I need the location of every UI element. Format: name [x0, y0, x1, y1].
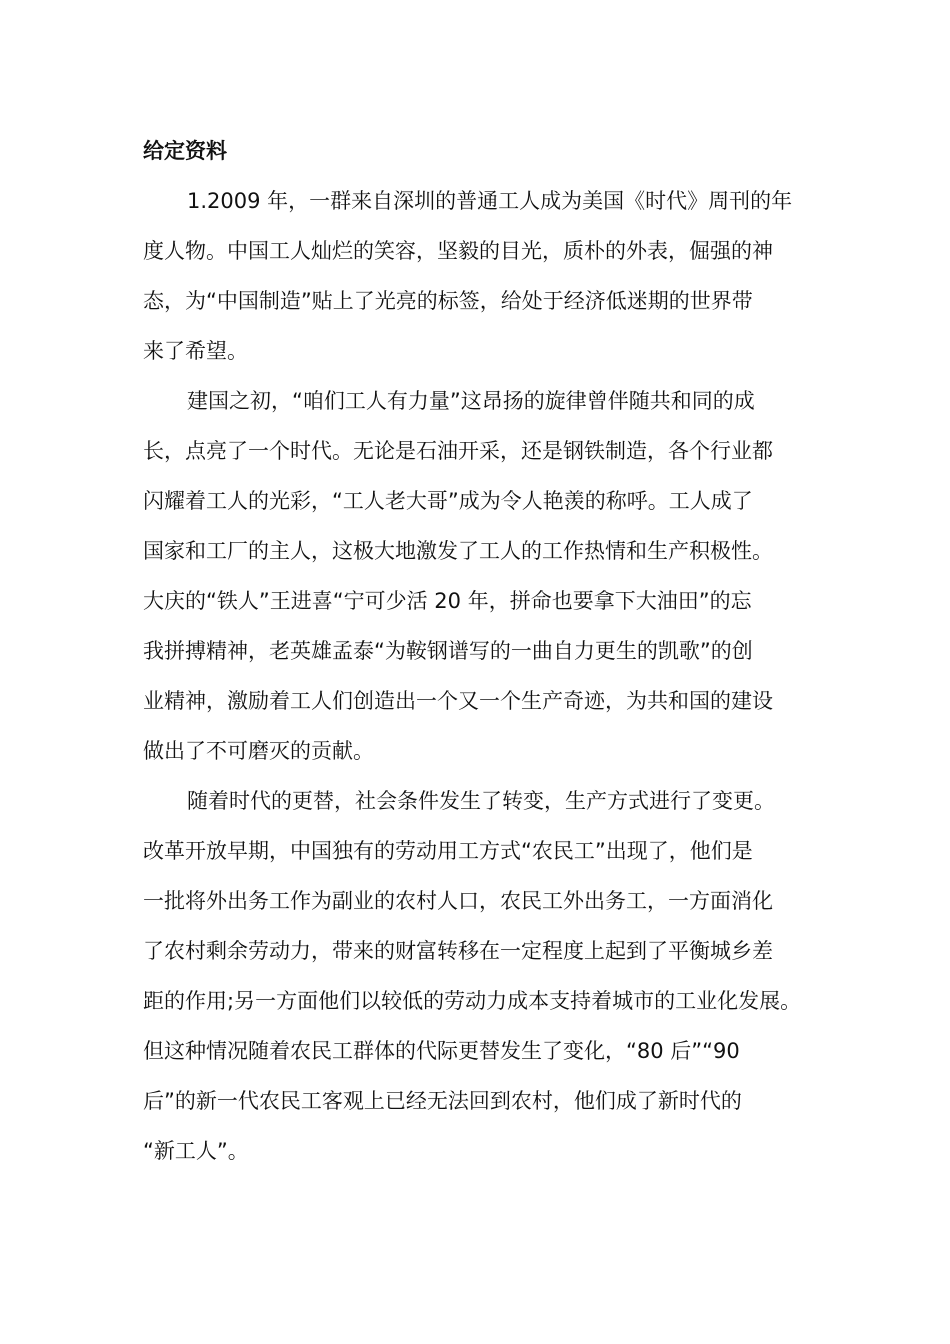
paragraph-line: 了农村剩余劳动力，带来的财富转移在一定程度上起到了平衡城乡差: [143, 939, 773, 963]
paragraph-line: 大庆的“铁人”王进喜“宁可少活 20 年，拼命也要拿下大油田”的忘: [143, 589, 752, 613]
paragraph-line: 建国之初，“咱们工人有力量”这昂扬的旋律曾伴随共和同的成: [187, 389, 755, 413]
document-page: [143, 126, 811, 1176]
paragraph-2: [143, 376, 811, 776]
paragraph-line: 闪耀着工人的光彩，“工人老大哥”成为令人艳羡的称呼。工人成了: [143, 489, 753, 513]
section-heading: 给定资料: [143, 139, 227, 163]
paragraph-line: 长，点亮了一个时代。无论是石油开采，还是钢铁制造，各个行业都: [143, 439, 773, 463]
paragraph-line: 改革开放早期，中国独有的劳动用工方式“农民工”出现了，他们是: [143, 839, 753, 863]
paragraph-3: [143, 776, 811, 1176]
paragraph-line: 业精神，激励着工人们创造出一个又一个生产奇迹，为共和国的建设: [143, 689, 773, 713]
paragraph-line: 国家和工厂的主人，这极大地激发了工人的工作热情和生产积极性。: [143, 539, 773, 563]
paragraph-line: 态，为“中国制造”贴上了光亮的标签，给处于经济低迷期的世界带: [143, 289, 753, 313]
paragraph-1: [143, 176, 811, 376]
paragraph-line: “新工人”。: [143, 1139, 249, 1163]
paragraph-line: 度人物。中国工人灿烂的笑容，坚毅的目光，质朴的外表，倔强的神: [143, 239, 773, 263]
paragraph-line: 来了希望。: [143, 339, 248, 363]
paragraph-line: 后”的新一代农民工客观上已经无法回到农村，他们成了新时代的: [143, 1089, 742, 1113]
paragraph-line: 但这种情况随着农民工群体的代际更替发生了变化，“80 后”“90: [143, 1039, 740, 1063]
paragraph-line: 我拼搏精神，老英雄孟泰“为鞍钢谱写的一曲自力更生的凯歌”的创: [143, 639, 753, 663]
paragraph-line: 随着时代的更替，社会条件发生了转变，生产方式进行了变更。: [187, 789, 775, 813]
paragraph-line: 做出了不可磨灭的贡献。: [143, 739, 374, 763]
paragraph-line: 距的作用;另一方面他们以较低的劳动力成本支持着城市的工业化发展。: [143, 989, 802, 1013]
paragraph-line: 一批将外出务工作为副业的农村人口，农民工外出务工，一方面消化: [143, 889, 773, 913]
paragraph-line: 1.2009 年，一群来自深圳的普通工人成为美国《时代》周刊的年: [187, 189, 793, 213]
